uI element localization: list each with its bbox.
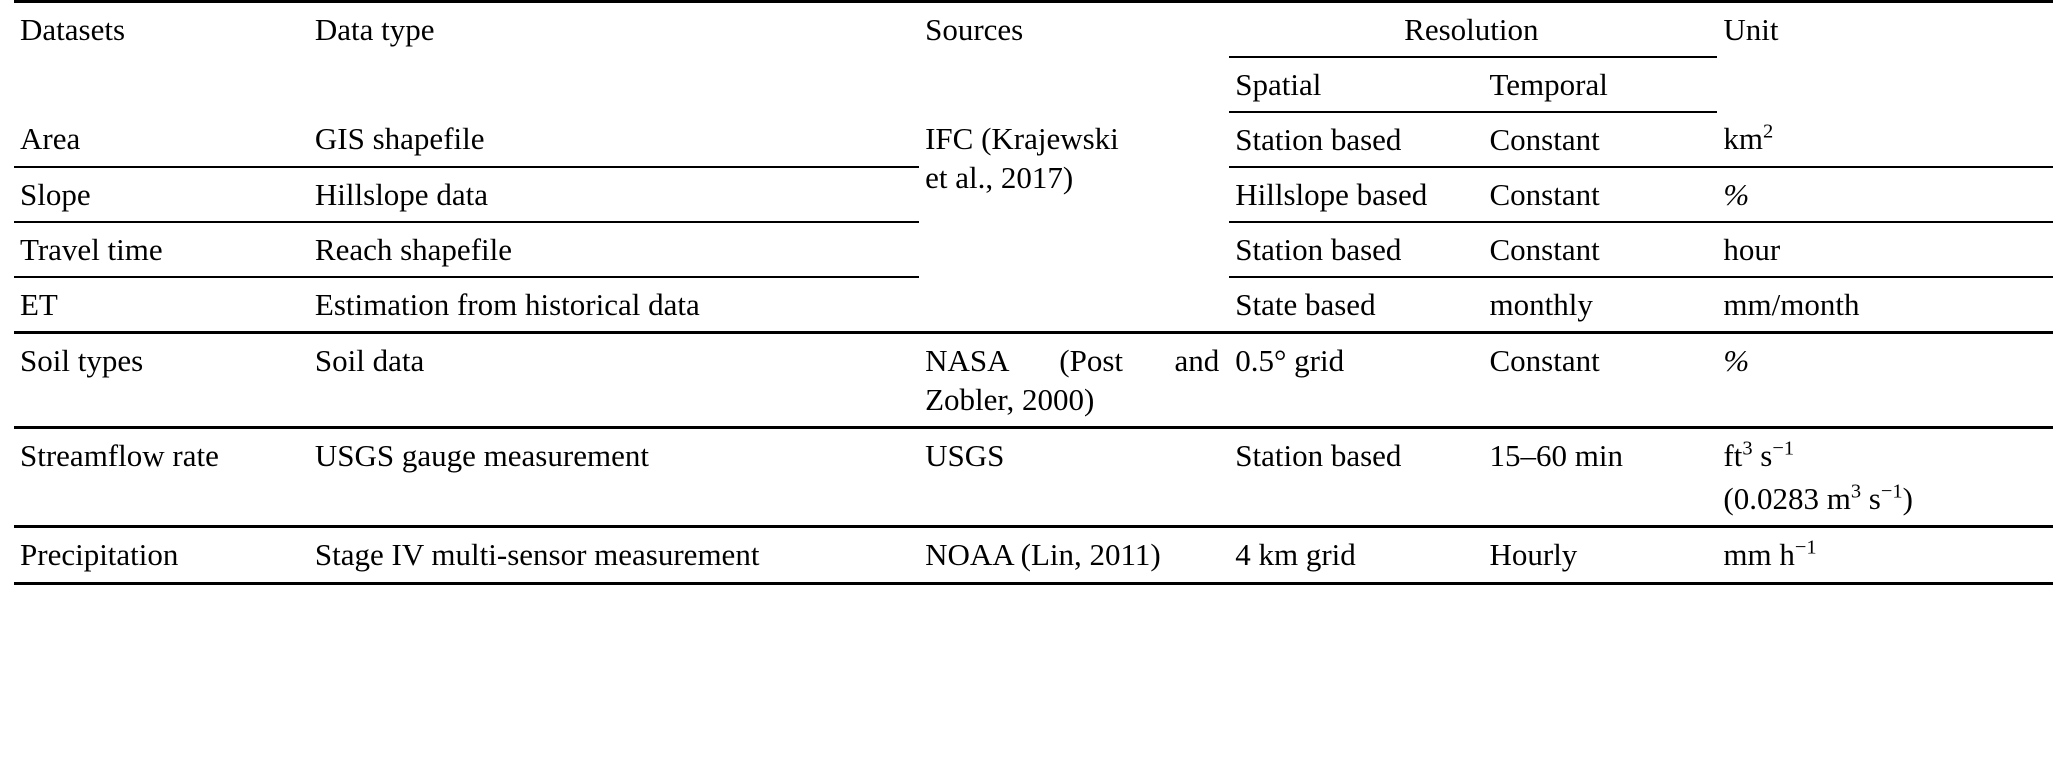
- datasets-table: [14, 0, 2053, 585]
- cell-data-type: Estimation from historical data: [309, 277, 919, 333]
- cell-temporal: 15–60 min: [1483, 428, 1717, 527]
- cell-source-ifc: [919, 112, 1229, 333]
- cell-dataset: Streamflow rate: [14, 428, 309, 527]
- unit-second-a-exponent: 3: [1850, 481, 1862, 504]
- source-line-1: NASA (Post and: [925, 343, 1220, 379]
- unit-after: s: [1752, 438, 1773, 474]
- cell-spatial: 0.5° grid: [1229, 333, 1483, 428]
- cell-temporal: Constant: [1483, 333, 1717, 428]
- cell-temporal: monthly: [1483, 277, 1717, 333]
- cell-temporal: Constant: [1483, 167, 1717, 222]
- table-row: [14, 428, 2053, 527]
- cell-temporal: Constant: [1489, 122, 1600, 158]
- cell-source: NOAA (Lin, 2011): [919, 527, 1229, 583]
- header-unit: Unit: [1717, 2, 2053, 113]
- cell-temporal: Constant: [1483, 222, 1717, 277]
- cell-unit: [1717, 527, 2053, 583]
- cell-source-nasa: [919, 333, 1229, 428]
- unit-exponent: 3: [1742, 438, 1753, 461]
- cell-spatial: Station based: [1229, 222, 1483, 277]
- unit-second-b-exponent: −1: [1880, 481, 1903, 504]
- cell-dataset: ET: [14, 277, 309, 333]
- unit-main: km: [1723, 121, 1763, 157]
- cell-data-type: Stage IV multi-sensor measurement: [309, 527, 919, 583]
- unit-after-exponent: −1: [1772, 438, 1795, 461]
- cell-dataset: Travel time: [14, 222, 309, 277]
- unit-main: ft: [1723, 438, 1743, 474]
- cell-data-type: Soil data: [309, 333, 919, 428]
- cell-dataset: Soil types: [14, 333, 309, 428]
- header-sources: Sources: [919, 2, 1229, 113]
- unit-second-b: s: [1861, 481, 1881, 517]
- cell-unit: [1717, 428, 2053, 527]
- source-line-2: et al., 2017): [925, 160, 1074, 196]
- cell-unit: %: [1717, 167, 2053, 222]
- source-line-1: IFC (Krajewski: [925, 121, 1119, 157]
- cell-spatial: State based: [1229, 277, 1483, 333]
- cell-spatial: Station based: [1229, 428, 1483, 527]
- cell-data-type: USGS gauge measurement: [309, 428, 919, 527]
- header-data-type: Data type: [309, 2, 919, 113]
- cell-unit: hour: [1717, 222, 2053, 277]
- source-line-2: Zobler, 2000): [925, 382, 1095, 418]
- cell-dataset: Precipitation: [14, 527, 309, 583]
- unit-exponent: 2: [1763, 120, 1774, 143]
- cell-data-type: GIS shapefile: [314, 121, 485, 157]
- cell-unit: [1717, 112, 2053, 167]
- unit-second-line: [1723, 479, 2043, 518]
- unit-main: mm h: [1723, 537, 1795, 573]
- cell-source: USGS: [919, 428, 1229, 527]
- header-temporal: Temporal: [1483, 57, 1717, 112]
- table-header-row-primary: [14, 2, 2053, 58]
- cell-data-type: Reach shapefile: [309, 222, 919, 277]
- cell-data-type: Hillslope data: [309, 167, 919, 222]
- unit-exponent: −1: [1794, 537, 1817, 560]
- header-spatial: Spatial: [1229, 57, 1483, 112]
- unit-second-a: (0.0283 m: [1723, 481, 1851, 517]
- cell-spatial: Hillslope based: [1229, 167, 1483, 222]
- header-datasets: Datasets: [14, 2, 309, 113]
- header-resolution: Resolution: [1229, 2, 1717, 58]
- table-row: [14, 112, 2053, 167]
- cell-dataset: Area: [20, 121, 81, 157]
- unit-second-c: ): [1902, 481, 1913, 517]
- cell-spatial: Station based: [1235, 122, 1402, 158]
- cell-temporal: Hourly: [1483, 527, 1717, 583]
- cell-unit: %: [1717, 333, 2053, 428]
- table-row: [14, 527, 2053, 583]
- table-row: [14, 333, 2053, 428]
- cell-unit: mm/month: [1717, 277, 2053, 333]
- cell-dataset: Slope: [14, 167, 309, 222]
- cell-spatial: 4 km grid: [1229, 527, 1483, 583]
